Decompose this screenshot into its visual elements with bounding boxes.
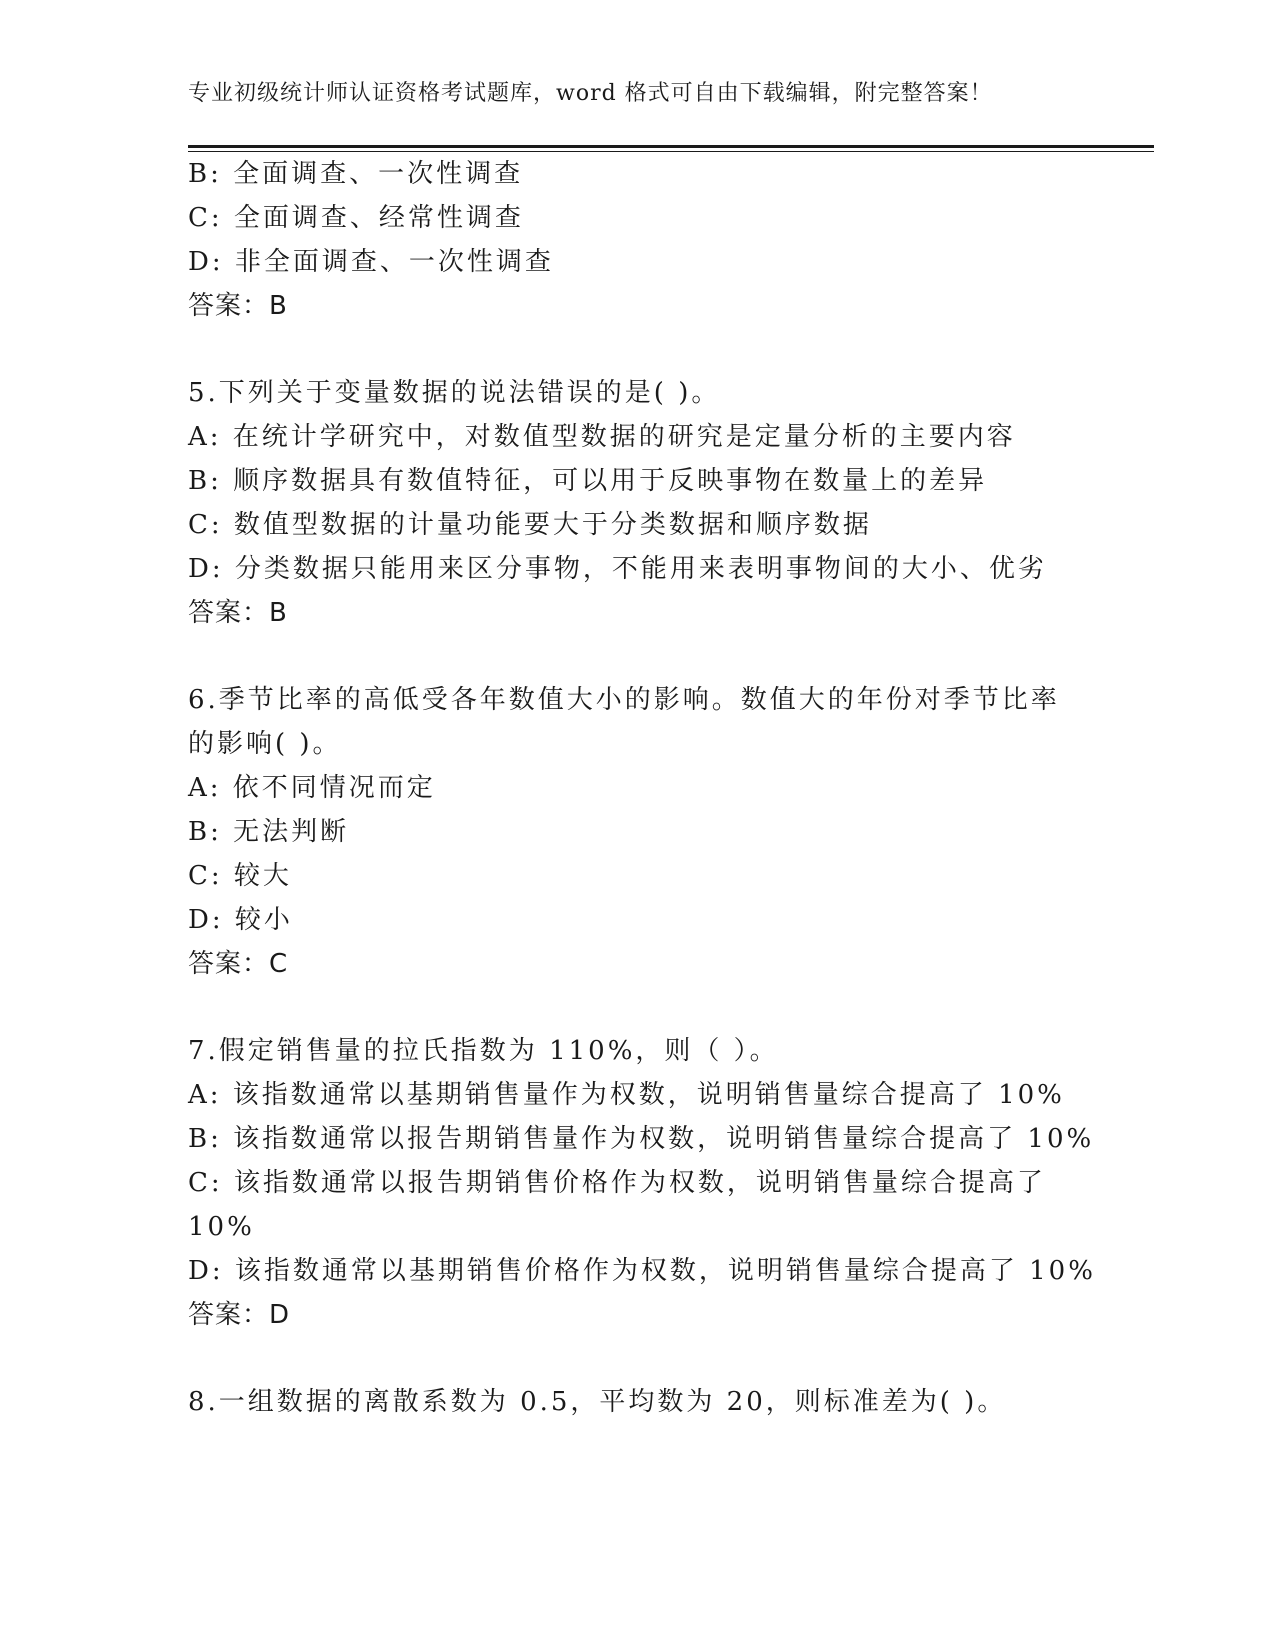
q5-answer: 答案：B [188,598,288,628]
q6-option-d: D: 较小 [188,905,293,935]
q7-option-b: B: 该指数通常以报告期销售量作为权数，说明销售量综合提高了 10% [188,1124,1095,1154]
q4-option-c: C: 全面调查、经常性调查 [188,203,524,233]
q7-option-a: A: 该指数通常以基期销售量作为权数，说明销售量综合提高了 10% [188,1080,1065,1110]
header-rule-thick [188,145,1154,148]
q7-answer: 答案：D [188,1300,291,1330]
q7-option-d: D: 该指数通常以基期销售价格作为权数，说明销售量综合提高了 10% [188,1256,1096,1286]
q4-option-b: B: 全面调查、一次性调查 [188,159,524,189]
q4-answer: 答案：B [188,291,288,321]
q8-stem: 8.一组数据的离散系数为 0.5，平均数为 20，则标准差为( )。 [188,1387,1007,1417]
q6-option-b: B: 无法判断 [188,817,350,847]
q7-option-c-wrap: 10% [188,1212,255,1242]
q6-stem-line1: 6.季节比率的高低受各年数值大小的影响。数值大的年份对季节比率 [188,685,1060,715]
q7-stem: 7.假定销售量的拉氏指数为 110%，则（ ）。 [188,1036,779,1066]
page-header: 专业初级统计师认证资格考试题库，word 格式可自由下载编辑，附完整答案！ [188,81,993,106]
q6-answer: 答案：C [188,949,289,979]
header-rule-thin [188,151,1154,152]
q6-stem-line2: 的影响( )。 [188,729,342,759]
q5-option-a: A: 在统计学研究中，对数值型数据的研究是定量分析的主要内容 [188,422,1016,452]
q4-option-d: D: 非全面调查、一次性调查 [188,247,554,277]
q6-option-c: C: 较大 [188,861,292,891]
q5-stem: 5.下列关于变量数据的说法错误的是( )。 [188,378,721,408]
q7-option-c: C: 该指数通常以报告期销售价格作为权数，说明销售量综合提高了 [188,1168,1046,1198]
q5-option-b: B: 顺序数据具有数值特征，可以用于反映事物在数量上的差异 [188,466,988,496]
q5-option-d: D: 分类数据只能用来区分事物，不能用来表明事物间的大小、优劣 [188,554,1047,584]
q5-option-c: C: 数值型数据的计量功能要大于分类数据和顺序数据 [188,510,872,540]
q6-option-a: A: 依不同情况而定 [188,773,436,803]
